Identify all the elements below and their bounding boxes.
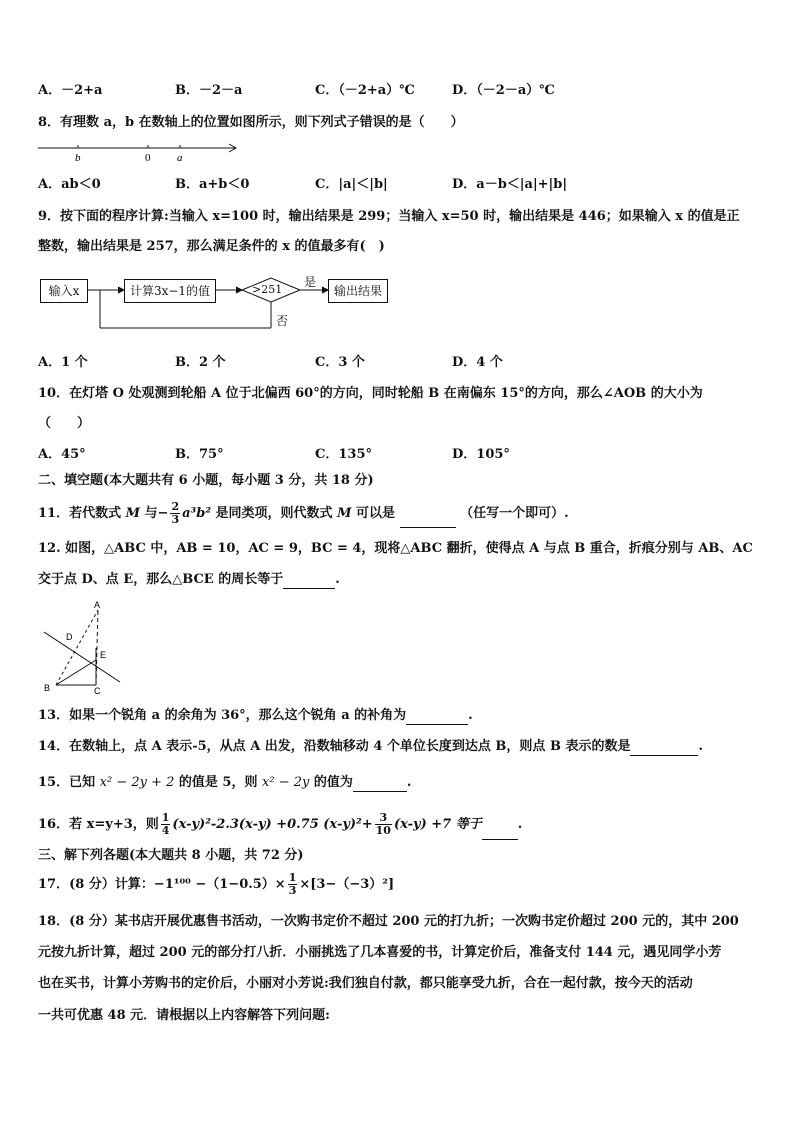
q12-line1: 12. 如图，△ABC 中，AB = 10，AC = 9，BC = 4，现将△ABC 翻折，使得点 A 与点 B 重合，折痕分别与 AB、AC — [38, 541, 753, 556]
q7-option-a: A．－2+a — [38, 83, 103, 98]
q18-line1: 18．(8 分）某书店开展优惠售书活动，一次购书定价不超过 200 元的打九折；一次购书定价超过 200 元的，其中 200 — [38, 914, 739, 929]
q18-line3: 也在买书，计算小芳购书的定价后，小丽对小芳说:我们独自付款，都只能享受九折，合在一起付款，按今天的活动 — [38, 976, 693, 991]
q8-option-c: C．|a|＜|b| — [315, 177, 388, 192]
label-zero: 0 — [145, 152, 151, 164]
label-b: b — [75, 152, 81, 164]
q8-number-line — [38, 138, 248, 168]
flow-yes-label: 是 — [304, 275, 317, 289]
q16: 16．若 x=y+3，则 $\frac{1}{4}$ (x-y)²-2.3(x-y) +0.75 (x-y)²+ $\frac{3}{10}$ (x-y) +7 等于 . — [38, 810, 522, 840]
q18-line4: 一共可优惠 48 元．请根据以上内容解答下列问题: — [38, 1008, 330, 1023]
q10-option-a: A．45° — [38, 447, 86, 462]
flow-input-box: 输入x — [40, 279, 88, 303]
q9-option-c: C．3 个 — [315, 355, 365, 370]
label-a: a — [177, 152, 183, 164]
q9-option-d: D．4 个 — [452, 355, 503, 370]
q14: 14．在数轴上，点 A 表示-5，从点 A 出发，沿数轴移动 4 个单位长度到达点 B，则点 B 表示的数是 . — [38, 739, 703, 754]
q15-answer-blank[interactable] — [353, 791, 407, 792]
q7-option-b: B．－2－a — [175, 83, 243, 98]
flow-no-label: 否 — [276, 314, 289, 328]
q10-option-c: C．135° — [315, 447, 372, 462]
q13: 13．如果一个锐角 a 的余角为 36°，那么这个锐角 a 的补角为 . — [38, 708, 473, 723]
q7-option-d: D．（－2－a）℃ — [452, 83, 555, 98]
flow-condition-label: >251 — [252, 283, 283, 296]
q11: 11．若代数式 M 与− $\frac{2}{3}$ a³b² 是同类项，则代数式 M 可以是 （任写一个即可）. — [38, 500, 569, 526]
q10-option-b: B．75° — [175, 447, 224, 462]
svg-text:B: B — [44, 683, 51, 693]
q10-option-d: D．105° — [452, 447, 510, 462]
svg-text:D: D — [66, 632, 73, 642]
q8-stem: 8．有理数 a，b 在数轴上的位置如图所示，则下列式子错误的是（ ） — [38, 115, 464, 130]
q9-line2: 整数，输出结果是 257，那么满足条件的 x 的值最多有( ) — [38, 239, 385, 254]
q16-answer-blank[interactable] — [482, 839, 518, 840]
q9-option-b: B．2 个 — [175, 355, 226, 370]
q15: 15．已知 x² − 2y + 2 的值是 5，则 x² − 2y 的值为 . — [38, 775, 412, 790]
q18-line2: 元按九折计算，超过 200 元的部分打八折．小丽挑选了几本喜爱的书，计算定价后，准备支付 144 元，遇见同学小芳 — [38, 945, 722, 960]
q10-line1: 10．在灯塔 O 处观测到轮船 A 位于北偏西 60°的方向，同时轮船 B 在南偏东 15°的方向，那么∠AOB 的大小为 — [38, 386, 703, 401]
section-2-heading: 二、填空题(本大题共有 6 小题，每小题 3 分，共 18 分) — [38, 473, 374, 488]
q14-answer-blank[interactable] — [630, 755, 698, 756]
q8-option-a: A．ab＜0 — [38, 177, 101, 192]
section-3-heading: 三、解下列各题(本大题共 8 小题，共 72 分) — [38, 848, 304, 863]
q12-triangle-figure — [38, 598, 128, 698]
q7-option-c: C．（－2+a）℃ — [315, 83, 415, 98]
svg-text:C: C — [94, 686, 101, 696]
flow-output-box: 输出结果 — [328, 279, 388, 303]
q13-answer-blank[interactable] — [406, 724, 468, 725]
q8-option-b: B．a+b＜0 — [175, 177, 250, 192]
q8-option-d: D．a－b＜|a|+|b| — [452, 177, 568, 192]
q9-option-a: A．1 个 — [38, 355, 88, 370]
q9-line1: 9．按下面的程序计算:当输入 x=100 时，输出结果是 299；当输入 x=50 时，输出结果是 446；如果输入 x 的值是正 — [38, 209, 740, 224]
svg-text:E: E — [100, 650, 107, 660]
svg-text:A: A — [94, 600, 101, 610]
q10-line2: （ ） — [38, 416, 91, 431]
q17: 17．(8 分）计算：−1¹⁰⁰ −（1−0.5）× $\frac{1}{3}$ ×[3−（−3）²] — [38, 871, 395, 897]
q12-answer-blank[interactable] — [283, 588, 335, 589]
q12-line2: 交于点 D、点 E，那么△BCE 的周长等于 . — [38, 572, 340, 587]
q11-answer-blank[interactable] — [400, 527, 456, 528]
flow-compute-box: 计算3x−1的值 — [124, 279, 216, 303]
